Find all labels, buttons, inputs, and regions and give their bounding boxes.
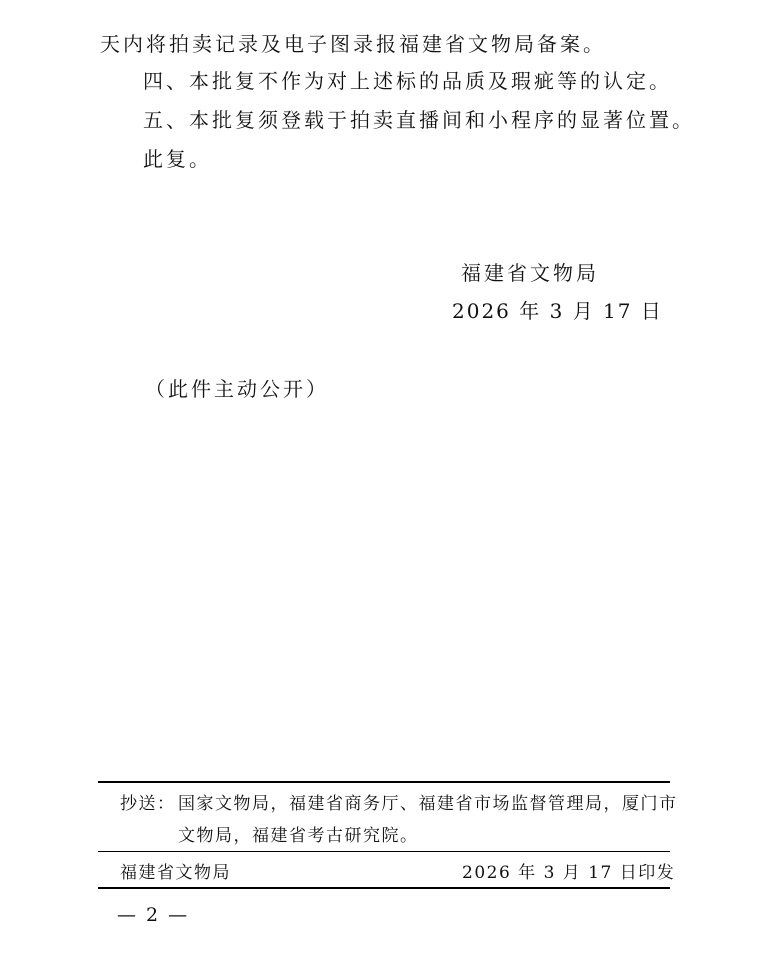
cc-recipients-line-2: 文物局，福建省考古研究院。 <box>178 826 419 846</box>
disclosure-note: （此件主动公开） <box>145 377 329 401</box>
footer-middle-rule <box>98 851 670 852</box>
page-number: — 2 — <box>117 904 190 926</box>
issue-date: 2026 年 3 月 17 日印发 <box>462 863 676 883</box>
signature-organization: 福建省文物局 <box>461 261 599 285</box>
signature-date: 2026 年 3 月 17 日 <box>452 299 663 323</box>
paragraph-tail-text: 天内将拍卖记录及电子图录报福建省文物局备案。 <box>100 32 606 56</box>
item-four-text: 四、本批复不作为对上述标的品质及瑕疵等的认定。 <box>143 69 672 93</box>
closing-text: 此复。 <box>143 147 212 171</box>
issuer-organization: 福建省文物局 <box>120 863 231 883</box>
cc-recipients-line-1: 国家文物局，福建省商务厅、福建省市场监督管理局，厦门市 <box>178 794 678 814</box>
item-five-text: 五、本批复须登载于拍卖直播间和小程序的显著位置。 <box>143 108 695 132</box>
footer-top-rule <box>98 781 670 783</box>
footer-bottom-rule <box>98 887 670 889</box>
cc-label: 抄送： <box>120 794 176 814</box>
